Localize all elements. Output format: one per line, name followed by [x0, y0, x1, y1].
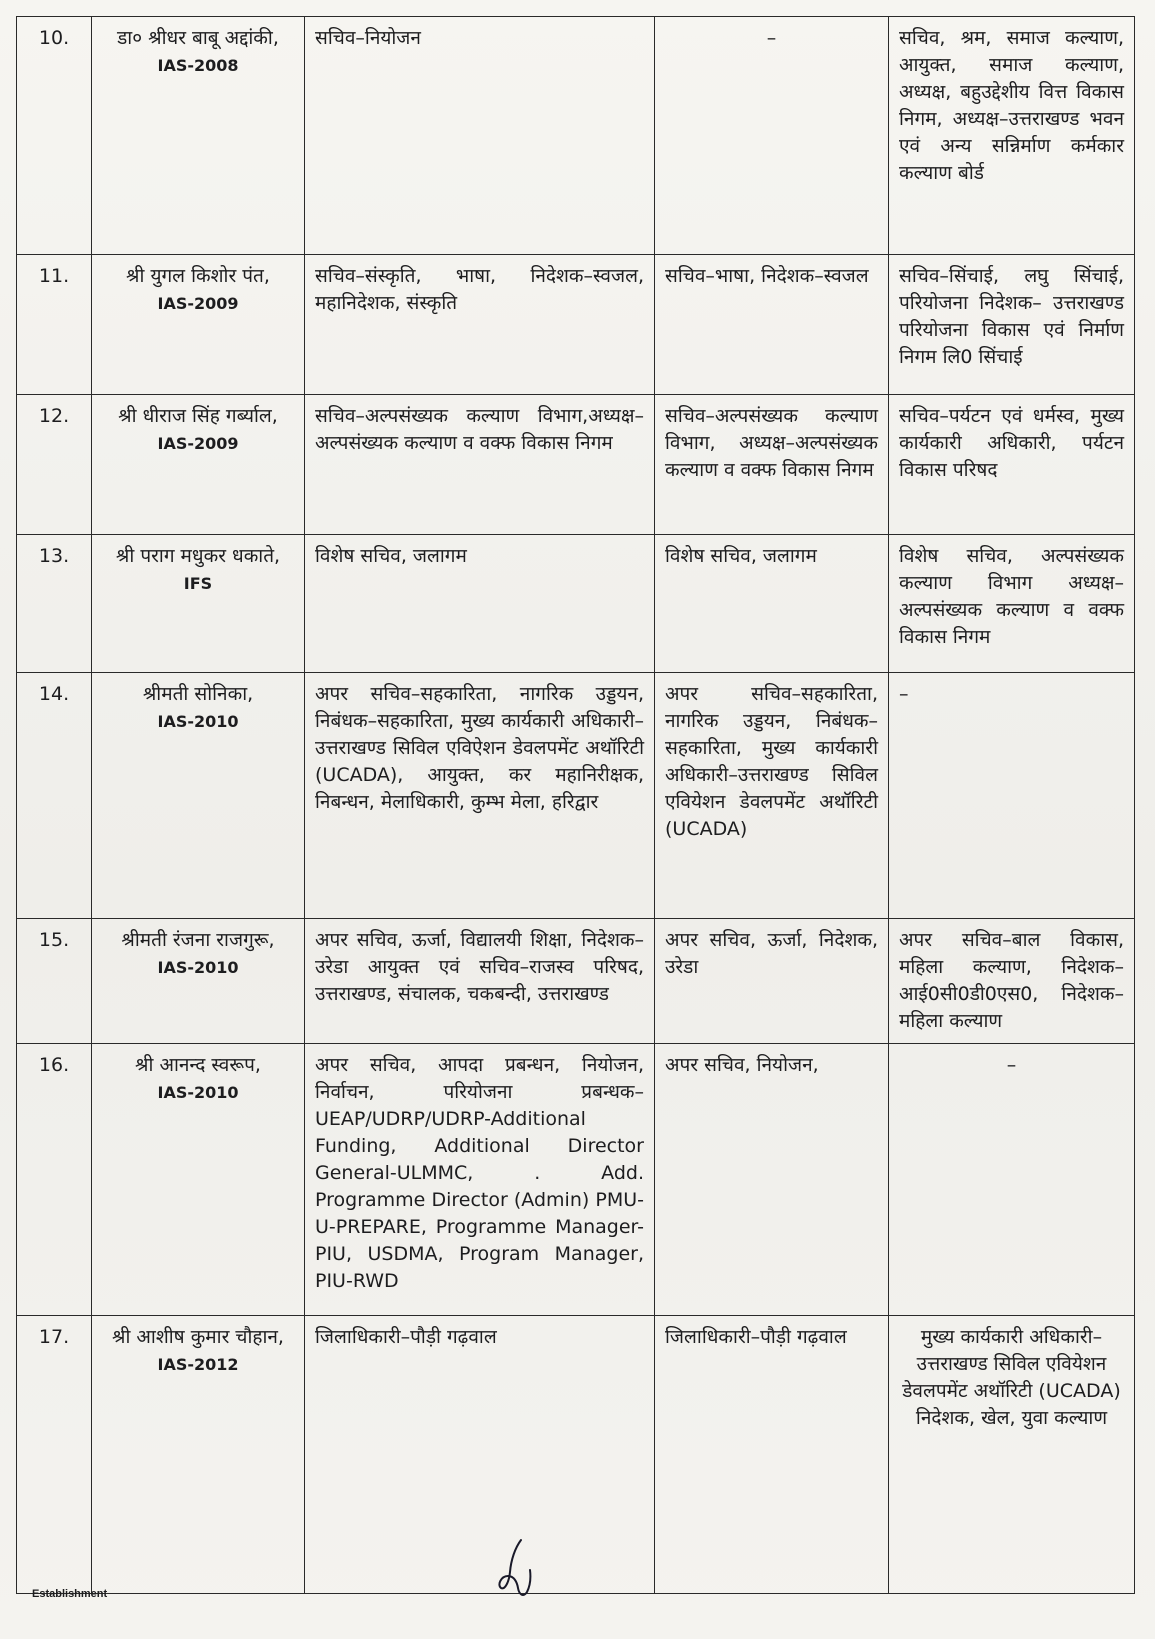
- officer-service: IAS-2010: [157, 712, 239, 731]
- officer-name-cell: [92, 17, 305, 255]
- officer-name-cell: [92, 919, 305, 1044]
- serial-number: 14.: [17, 673, 92, 919]
- officer-service: IAS-2012: [157, 1355, 239, 1374]
- officer-service: IFS: [183, 574, 213, 593]
- table-row: [17, 673, 1135, 919]
- posting-column-5: विशेष सचिव, अल्पसंख्यक कल्याण विभाग अध्यक्ष–अल्पसंख्यक कल्याण व वक्फ विकास निगम: [889, 535, 1135, 673]
- officer-service: IAS-2008: [157, 56, 239, 75]
- posting-column-5: –: [889, 673, 1135, 919]
- officer-name-cell: [92, 1044, 305, 1316]
- officer-name-cell: [92, 395, 305, 535]
- posting-column-3: अपर सचिव–सहकारिता, नागरिक उड्डयन, निबंधक–सहकारिता, मुख्य कार्यकारी अधिकारी– उत्तराखण्ड सिविल एविऐशन डेवलपमेंट अथॉरिटी (UCADA), आयुक्त, कर महानिरीक्षक, निबन्धन, मेलाधिकारी, कुम्भ मेला, हरिद्वार: [305, 673, 655, 919]
- table-row: [17, 255, 1135, 395]
- officer-name: श्री धीराज सिंह गर्ब्याल,: [118, 405, 278, 427]
- table-row: [17, 395, 1135, 535]
- posting-column-5: अपर सचिव–बाल विकास, महिला कल्याण, निदेशक–आई0सी0डी0एस0, निदेशक–महिला कल्याण: [889, 919, 1135, 1044]
- officer-name: श्री आनन्द स्वरूप,: [135, 1054, 261, 1076]
- officer-name-cell: [92, 535, 305, 673]
- posting-column-3: विशेष सचिव, जलागम: [305, 535, 655, 673]
- serial-number: 13.: [17, 535, 92, 673]
- serial-number: 10.: [17, 17, 92, 255]
- posting-column-3: सचिव–अल्पसंख्यक कल्याण विभाग,अध्यक्ष–अल्पसंख्यक कल्याण व वक्फ विकास निगम: [305, 395, 655, 535]
- posting-column-5: सचिव–सिंचाई, लघु सिंचाई, परियोजना निदेशक– उत्तराखण्ड परियोजना विकास एवं निर्माण निगम लि0 सिंचाई: [889, 255, 1135, 395]
- serial-number: 16.: [17, 1044, 92, 1316]
- table-row: [17, 919, 1135, 1044]
- serial-number: 15.: [17, 919, 92, 1044]
- table-row: [17, 17, 1135, 255]
- officer-service: IAS-2010: [157, 958, 239, 977]
- officer-name-cell: [92, 673, 305, 919]
- posting-column-3: सचिव–संस्कृति, भाषा, निदेशक–स्वजल, महानिदेशक, संस्कृति: [305, 255, 655, 395]
- officer-name: श्री आशीष कुमार चौहान,: [112, 1326, 284, 1348]
- posting-column-3: अपर सचिव, ऊर्जा, विद्यालयी शिक्षा, निदेशक–उरेडा आयुक्त एवं सचिव–राजस्व परिषद, उत्तराखण्ड, संचालक, चकबन्दी, उत्तराखण्ड: [305, 919, 655, 1044]
- table-row: [17, 1316, 1135, 1594]
- table-row: [17, 1044, 1135, 1316]
- officer-service: IAS-2009: [157, 294, 239, 313]
- officer-service: IAS-2009: [157, 434, 239, 453]
- handwritten-signature: [497, 1538, 537, 1600]
- posting-column-3: अपर सचिव, आपदा प्रबन्धन, नियोजन, निर्वाचन, परियोजना प्रबन्धक–UEAP/UDRP/UDRP-Additional Funding, Additional Director General-ULMMC, . Add. Programme Director (Admin) PMU-U-PREPARE, Programme Manager-PIU, USDMA, Program Manager, PIU-RWD: [305, 1044, 655, 1316]
- officer-name-cell: [92, 255, 305, 395]
- posting-column-4: जिलाधिकारी–पौड़ी गढ़वाल: [655, 1316, 889, 1594]
- posting-column-4: अपर सचिव–सहकारिता, नागरिक उड्डयन, निबंधक–सहकारिता, मुख्य कार्यकारी अधिकारी–उत्तराखण्ड सिविल एवियेशन डेवलपमेंट अथॉरिटी (UCADA): [655, 673, 889, 919]
- posting-column-5: –: [889, 1044, 1135, 1316]
- officer-name: श्री पराग मधुकर धकाते,: [115, 545, 281, 567]
- serial-number: 17.: [17, 1316, 92, 1594]
- officer-posting-table: [16, 16, 1135, 1594]
- posting-column-4: विशेष सचिव, जलागम: [655, 535, 889, 673]
- posting-column-5: सचिव, श्रम, समाज कल्याण, आयुक्त, समाज कल्याण, अध्यक्ष, बहुउद्देशीय वित्त विकास निगम, अध्यक्ष–उत्तराखण्ड भवन एवं अन्य सन्निर्माण कर्मकार कल्याण बोर्ड: [889, 17, 1135, 255]
- posting-column-5: सचिव–पर्यटन एवं धर्मस्व, मुख्य कार्यकारी अधिकारी, पर्यटन विकास परिषद: [889, 395, 1135, 535]
- officer-name: श्री युगल किशोर पंत,: [126, 265, 270, 287]
- serial-number: 11.: [17, 255, 92, 395]
- posting-column-4: अपर सचिव, ऊर्जा, निदेशक, उरेडा: [655, 919, 889, 1044]
- table-row: [17, 535, 1135, 673]
- posting-column-4: अपर सचिव, नियोजन,: [655, 1044, 889, 1316]
- posting-column-4: सचिव–भाषा, निदेशक–स्वजल: [655, 255, 889, 395]
- officer-name: डा० श्रीधर बाबू अद्दांकी,: [117, 27, 279, 49]
- officer-name-cell: [92, 1316, 305, 1594]
- posting-column-4: सचिव–अल्पसंख्यक कल्याण विभाग, अध्यक्ष–अल्पसंख्यक कल्याण व वक्फ विकास निगम: [655, 395, 889, 535]
- officer-name: श्रीमती रंजना राजगुरू,: [121, 929, 275, 951]
- serial-number: 12.: [17, 395, 92, 535]
- footer-label: Establishment: [32, 1588, 108, 1600]
- posting-column-5: मुख्य कार्यकारी अधिकारी–उत्तराखण्ड सिविल एवियेशन डेवलपमेंट अथॉरिटी (UCADA) निदेशक, खेल, युवा कल्याण: [889, 1316, 1135, 1594]
- officer-name: श्रीमती सोनिका,: [142, 683, 254, 705]
- officer-service: IAS-2010: [157, 1083, 239, 1102]
- posting-column-3: जिलाधिकारी–पौड़ी गढ़वाल: [305, 1316, 655, 1594]
- posting-column-3: सचिव–नियोजन: [305, 17, 655, 255]
- posting-column-4: –: [655, 17, 889, 255]
